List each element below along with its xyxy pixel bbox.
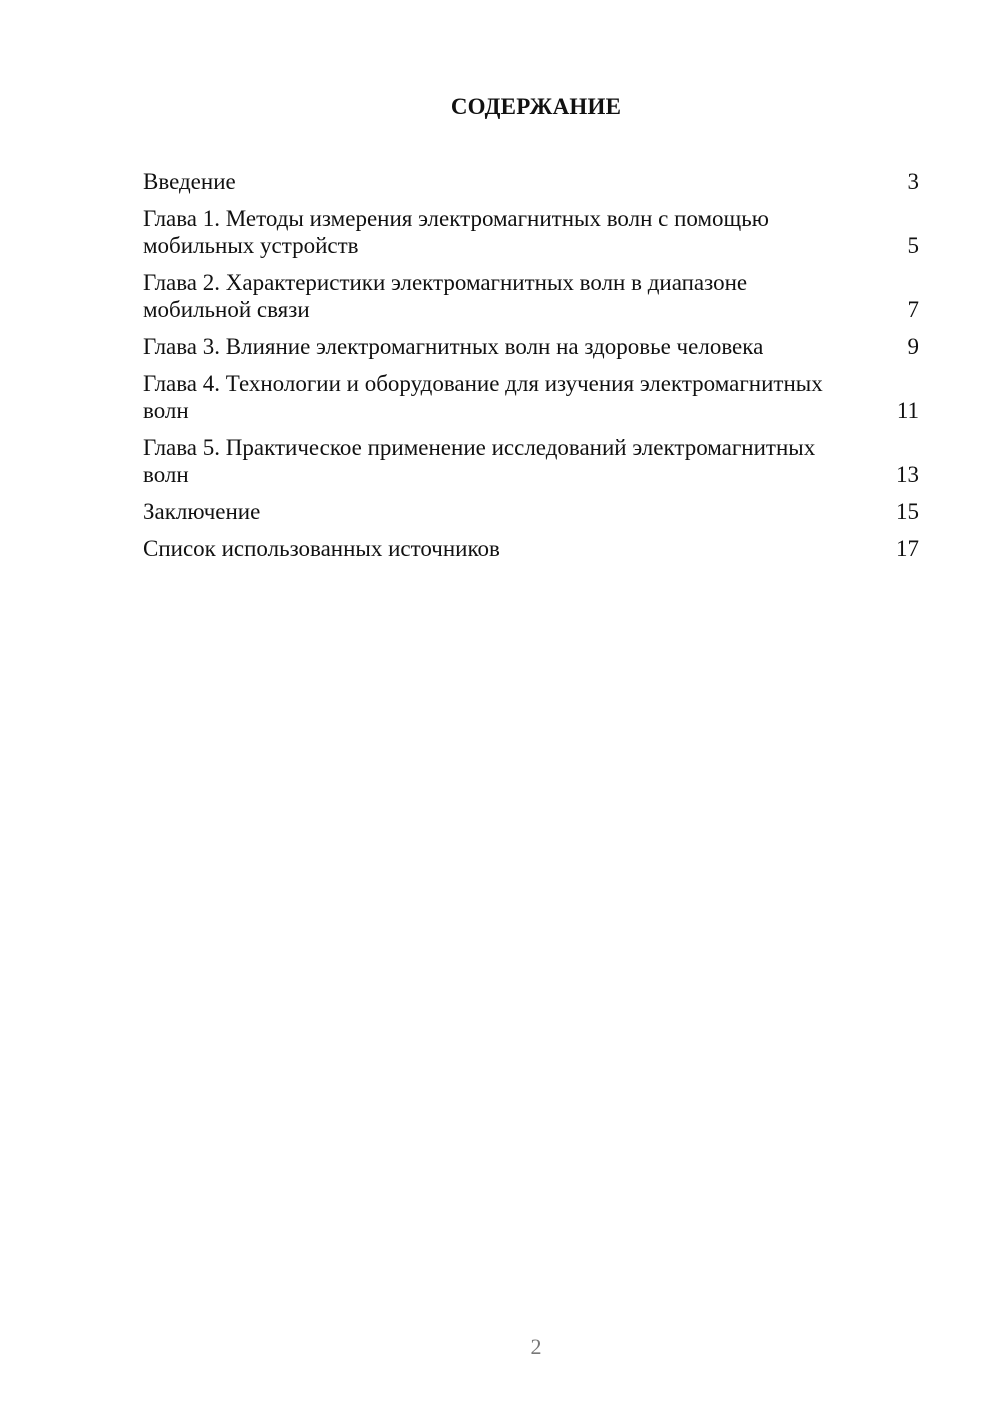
toc-entry-title: Глава 1. Методы измерения электромагнитных волн с помощью мобильных устройств	[143, 206, 769, 258]
toc-entry-chapter-5	[143, 434, 919, 488]
toc-entry-references	[143, 535, 919, 562]
table-of-contents	[143, 168, 919, 572]
toc-entry-title: Заключение	[143, 499, 261, 524]
toc-entry-title: Глава 2. Характеристики электромагнитных волн в диапазоне мобильной связи	[143, 270, 748, 322]
toc-heading: СОДЕРЖАНИЕ	[450, 94, 622, 119]
toc-entry-page: 11	[896, 398, 919, 423]
toc-entry-chapter-2	[143, 269, 919, 323]
toc-entry-chapter-3	[143, 333, 919, 360]
page-number: 2	[530, 1334, 542, 1359]
toc-entry-title: Список использованных источников	[143, 536, 500, 561]
toc-entry-title: Глава 5. Практическое применение исследований электромагнитных волн	[143, 435, 816, 487]
toc-entry-title: Глава 4. Технологии и оборудование для изучения электромагнитных волн	[143, 371, 823, 423]
toc-entry-page: 3	[907, 169, 919, 194]
toc-entry-introduction	[143, 168, 919, 195]
toc-entry-page: 15	[896, 499, 919, 524]
toc-entry-conclusion	[143, 498, 919, 525]
toc-entry-page: 17	[896, 536, 919, 561]
toc-entry-page: 5	[907, 233, 919, 258]
toc-entry-page: 13	[896, 462, 919, 487]
toc-entry-title: Глава 3. Влияние электромагнитных волн на здоровье человека	[143, 334, 764, 359]
toc-entry-title: Введение	[143, 169, 236, 194]
toc-entry-page: 9	[907, 334, 919, 359]
toc-entry-chapter-4	[143, 370, 919, 424]
toc-entry-page: 7	[907, 297, 919, 322]
toc-entry-chapter-1	[143, 205, 919, 259]
